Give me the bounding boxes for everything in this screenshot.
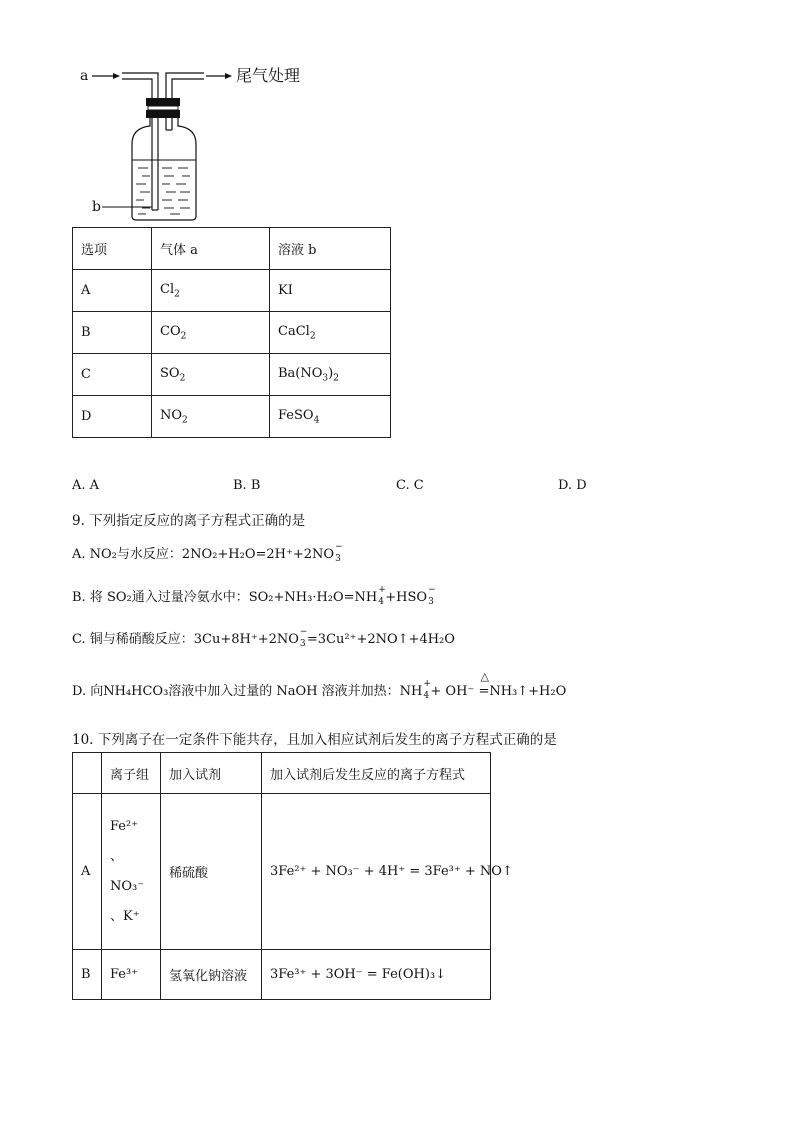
row-gas: $CO_2$ (152, 312, 270, 354)
outlet-label: 尾气处理 (236, 66, 301, 85)
heat-condition: △ = (478, 670, 490, 699)
table-row (73, 794, 491, 950)
q9-option-d: D. 向NH₄HCO₃溶液中加入过量的 NaOH 溶液并加热：NH + 4 + OH⁻ △ =NH₃↑+H₂O (72, 670, 567, 701)
header-option: 选项 (73, 228, 152, 270)
table-row (73, 396, 391, 438)
table-row (73, 312, 391, 354)
table-header-row (73, 228, 391, 270)
row-solution: $Ba(NO_3)_2$ (270, 354, 391, 396)
header-ion-group: 离子组 (102, 753, 161, 794)
row-option: C (73, 354, 152, 396)
table-row (73, 950, 491, 1000)
header-gas: 气体 a (152, 228, 270, 270)
ion-table (72, 752, 513, 1000)
row-reagent: 氢氧化钠溶液 (161, 950, 262, 1000)
row-gas: $Cl_2$ (152, 270, 270, 312)
row-solution: FeSO$_4$ (270, 396, 391, 438)
row-option: A (73, 270, 152, 312)
header-equation: 加入试剂后发生反应的离子方程式 (262, 753, 491, 794)
header-solution: 溶液 b (270, 228, 391, 270)
table-row (73, 270, 391, 312)
row-solution: KI (270, 270, 391, 312)
row-option: B (73, 950, 102, 1000)
header-reagent: 加入试剂 (161, 753, 262, 794)
row-gas: $SO_2$ (152, 354, 270, 396)
gas-washing-bottle-diagram (70, 60, 330, 230)
choice-c: C. C (396, 478, 424, 493)
row-ions: Fe²⁺ 、 NO₃⁻ 、K⁺ (102, 794, 161, 950)
choice-b: B. B (233, 478, 261, 493)
label-a: a (80, 68, 89, 84)
row-option: B (73, 312, 152, 354)
choice-a: A. A (72, 478, 100, 493)
row-ions: Fe³⁺ (102, 950, 161, 1000)
table-header-row (73, 753, 491, 794)
row-reagent: 稀硫酸 (161, 794, 262, 950)
q10-stem: 10. 下列离子在一定条件下能共存，且加入相应试剂后发生的离子方程式正确的是 (72, 732, 557, 748)
table-row (73, 354, 391, 396)
row-equation: 3Fe²⁺ + NO₃⁻ + 4H⁺ = 3Fe³⁺ + NO↑ (262, 794, 491, 950)
q9-option-b: B. 将 SO₂通入过量冷氨水中：SO₂+NH₃·H₂O=NH + 4 +HSO − 3 (72, 584, 436, 607)
q9-option-c: C. 铜与稀硝酸反应：3Cu+8H⁺+2NO − 3 =3Cu²⁺+2NO↑+4H₂O (72, 626, 455, 649)
row-equation: 3Fe³⁺ + 3OH⁻ = Fe(OH)₃↓ (262, 950, 491, 1000)
gas-options-table (72, 227, 391, 438)
choice-d: D. D (558, 478, 587, 493)
q9-stem: 9. 下列指定反应的离子方程式正确的是 (72, 513, 306, 529)
q9-option-a: A. NO₂与水反应：2NO₂+H₂O=2H⁺+2NO − 3 (72, 541, 343, 564)
label-b: b (92, 199, 101, 215)
row-gas: $NO_2$ (152, 396, 270, 438)
row-solution: CaCl$_2$ (270, 312, 391, 354)
row-option: A (73, 794, 102, 950)
row-option: D (73, 396, 152, 438)
